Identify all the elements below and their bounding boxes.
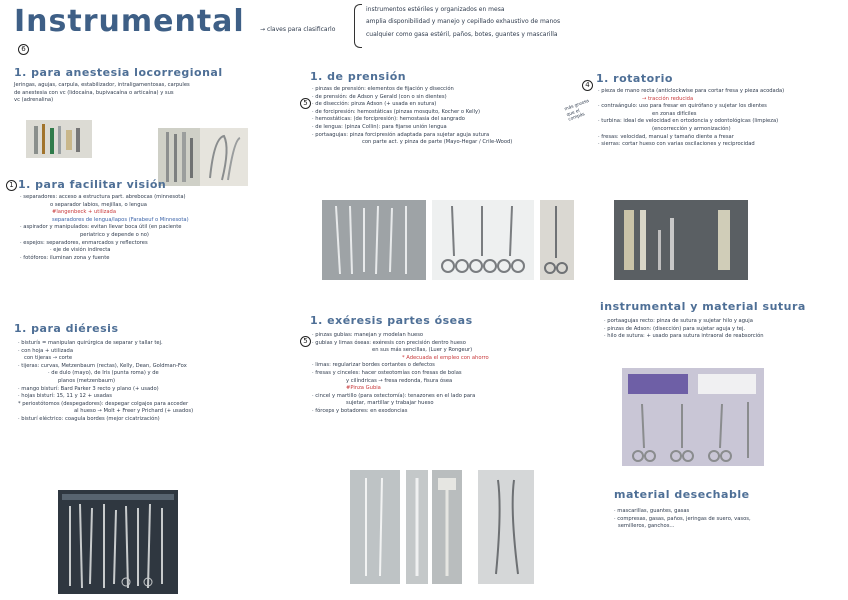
section-body-exeresis-osea — [312, 332, 489, 416]
text-line: · fresas: velocidad, manual y tamaño diente a fresar — [598, 133, 734, 140]
text-line: · cincel y martillo (para ostectomía): tenazones en el lado para — [312, 392, 476, 399]
photo-piezas-mano — [614, 200, 748, 280]
text-line: · eje de visión indirecta — [50, 247, 111, 254]
page-number: 6 — [18, 44, 29, 55]
text-line: · mascarillas, guantes, gasas — [614, 508, 690, 514]
text-line: · espejos: separadores, enmarcados y reflectores — [20, 239, 148, 246]
text-line: · aspirador y manipulados: evitan llevar boca útil (en paciente — [20, 224, 182, 231]
text-line: vc (adrenalina) — [14, 97, 54, 104]
text-line: → tracción reducida — [642, 95, 694, 102]
photo-limas — [350, 470, 400, 584]
text-line: · contraángulo: uso para fresar en quirófano y sujetar los dientes — [598, 103, 767, 110]
photo-jeringas — [26, 120, 92, 158]
text-line: · separadores: acceso a estructura part. abrebocas (minnesota) — [20, 194, 186, 200]
text-line: * Adecuada el empleo con ahorro — [402, 354, 489, 361]
photo-bisturis — [58, 490, 178, 594]
section-number: 5 — [300, 98, 311, 109]
text-line: #langenbeck + utilizada — [52, 209, 117, 216]
text-line: · pinzas gubias: manejan y modelan hueso — [312, 332, 424, 338]
photo-pinza-kocher — [540, 200, 574, 280]
header-brace-list — [366, 6, 560, 39]
text-line: periatrico y depende o no) — [80, 231, 149, 238]
text-line: · pinzas de prensión: elementos de fijación y disección — [312, 86, 454, 92]
section-title-dieresis: 1. para diéresis — [14, 322, 119, 335]
text-line: · mango bisturí: Bard Parker 3 recto y plano (+ usado) — [18, 385, 159, 392]
photo-martillo — [432, 470, 462, 584]
section-body-rotatorio — [598, 88, 784, 149]
section-title-desechable: material desechable — [614, 488, 750, 501]
text-line: · de lengua: (pinza Collin): para fijarse unión lengua — [312, 123, 447, 130]
text-line: · con hoja + utilizada — [18, 347, 74, 354]
text-line: y cilíndricas → fresa redonda, fisura ósea — [346, 377, 453, 384]
text-line: con parte act. y pinza de parte (Mayo-Hegar / Crile-Wood) — [362, 139, 513, 146]
text-line: · bisturís = manipulan quirúrgica de separar y tallar tej. — [18, 340, 163, 346]
text-line: sujetar, martillar y trabajar hueso — [346, 400, 434, 407]
section-body-sutura — [604, 318, 764, 341]
text-line: · portaagujas: pinza forcipresión adaptada para sujetar aguja sutura — [312, 131, 490, 138]
text-line: · portaagujas recto: pinza de sutura y sujetar hilo y aguja — [604, 318, 753, 324]
text-line: al hueso → Molt + Freer y Prichard (+ usados) — [74, 408, 194, 415]
text-line: * periostótomos (despegadores): despegar colgajos para acceder — [18, 400, 189, 407]
section-title-rotatorio: 1. rotatorio — [596, 72, 673, 85]
photo-espejos — [200, 128, 248, 186]
text-line: · limas: regularizar bordes cortantes o defectos — [312, 362, 435, 369]
section-body-desechable — [614, 508, 751, 531]
brace-line: amplia disponibilidad y manejo y cepillado exhaustivo de manos — [366, 18, 561, 26]
text-line: · hilo de sutura: + usado para sutura intraoral de reabsorción — [604, 333, 764, 340]
text-line: · gubias y limas óseas: exéresis con precisión dentro hueso — [312, 339, 466, 346]
photo-cincel — [406, 470, 428, 584]
text-line: · fórceps y botadores: en exodoncias — [312, 407, 408, 414]
header-brace — [354, 4, 362, 48]
text-line: · de forcipresión: hemostáticas (pinzas mosquito, Kocher o Kelly) — [312, 108, 481, 115]
side-note: más gruesa que el compás — [564, 98, 590, 123]
photo-portaagujas — [432, 200, 534, 280]
text-line: con tijeras → corte — [24, 355, 73, 362]
photo-gubia — [478, 470, 534, 584]
section-title-vision: 1. para facilitar visión — [18, 178, 167, 191]
text-line: Jeringas, agujas, carpula, estabilizador, intraligamentosas, carpules — [14, 82, 190, 88]
section-title-sutura: instrumental y material sutura — [600, 300, 806, 313]
header-arrow-text: → claves para clasificarlo — [260, 26, 336, 33]
text-line: · pinzas de Adson: (disección) para sujetar aguja y tej. — [604, 325, 746, 332]
section-title-exeresis-osea: 1. exéresis partes óseas — [310, 314, 473, 327]
text-line: · sierras: cortar hueso con varias oscilaciones y reciprocidad — [598, 141, 755, 148]
text-line: planos (metzenbaum) — [58, 377, 116, 384]
text-line: · compresas, gasas, paños, jeringas de suero, vasos, — [614, 515, 751, 522]
brace-line: instrumentos estériles y organizados en mesa — [366, 6, 505, 13]
photo-material-sutura — [622, 368, 764, 466]
page-title: Instrumental — [14, 4, 245, 39]
section-body-vision — [20, 194, 189, 262]
section-body-dieresis — [18, 340, 193, 424]
text-line: (encorrección y armonización) — [652, 125, 731, 132]
text-line: · fotóforos: iluminan zona y fuente — [20, 254, 110, 261]
text-line: · bisturí eléctrico: coagula bordes (mejor cicatrización) — [18, 415, 160, 422]
section-title-prension: 1. de prensión — [310, 70, 407, 83]
text-line: · hojas bisturí: 15, 11 y 12 + usadas — [18, 393, 112, 400]
text-line: separadores de lengua/lapos (Farabeuf o Minnesota) — [52, 216, 189, 223]
text-line: · hemostáticas: (de forcipresión): hemostasia del sangrado — [312, 116, 465, 123]
section-number: 5 — [300, 336, 311, 347]
text-line: · de prensión: de Adson y Gerald (con o sin dientes) — [312, 93, 447, 100]
text-line: · de disección: pinza Adson (+ usada en sutura) — [312, 101, 437, 108]
text-line: · de dulo (mayo), de Iris (punta roma) y de — [48, 370, 159, 377]
text-line: de anestesia con vc (lidocaína, bupivacaína o articaína) y sus — [14, 89, 174, 96]
section-number: 4 — [582, 80, 593, 91]
section-body-prension — [312, 86, 512, 147]
section-body-anestesia — [14, 82, 190, 105]
brace-line: cualquier como gasa estéril, paños, botes, guantes y mascarilla — [366, 30, 558, 38]
text-line: semilleros, ganchos... — [618, 523, 675, 530]
text-line: · pieza de mano recta (anticlockwise para cortar fresa y pieza acodada) — [598, 88, 785, 94]
section-number: 1 — [6, 180, 17, 191]
text-line: · fresas y cinceles: hacer osteotomías con fresas de bolas — [312, 369, 462, 376]
text-line: · turbina: ideal de velocidad en ortodoncia y odontológicas (limpieza) — [598, 118, 779, 125]
text-line: en sus más sencillas, (Luer y Rongeur) — [372, 347, 473, 354]
text-line: o separador labios, mejillas, o lengua — [50, 201, 147, 208]
text-line: · tijeras: curvas, Metzenbaum (rectas), Kelly, Dean, Goldman-Fox — [18, 362, 187, 369]
text-line: #Pinza Gubia — [346, 385, 381, 392]
section-title-anestesia: 1. para anestesia locorregional — [14, 66, 223, 79]
photo-pinzas — [322, 200, 426, 280]
text-line: en zonas difíciles — [652, 110, 697, 117]
